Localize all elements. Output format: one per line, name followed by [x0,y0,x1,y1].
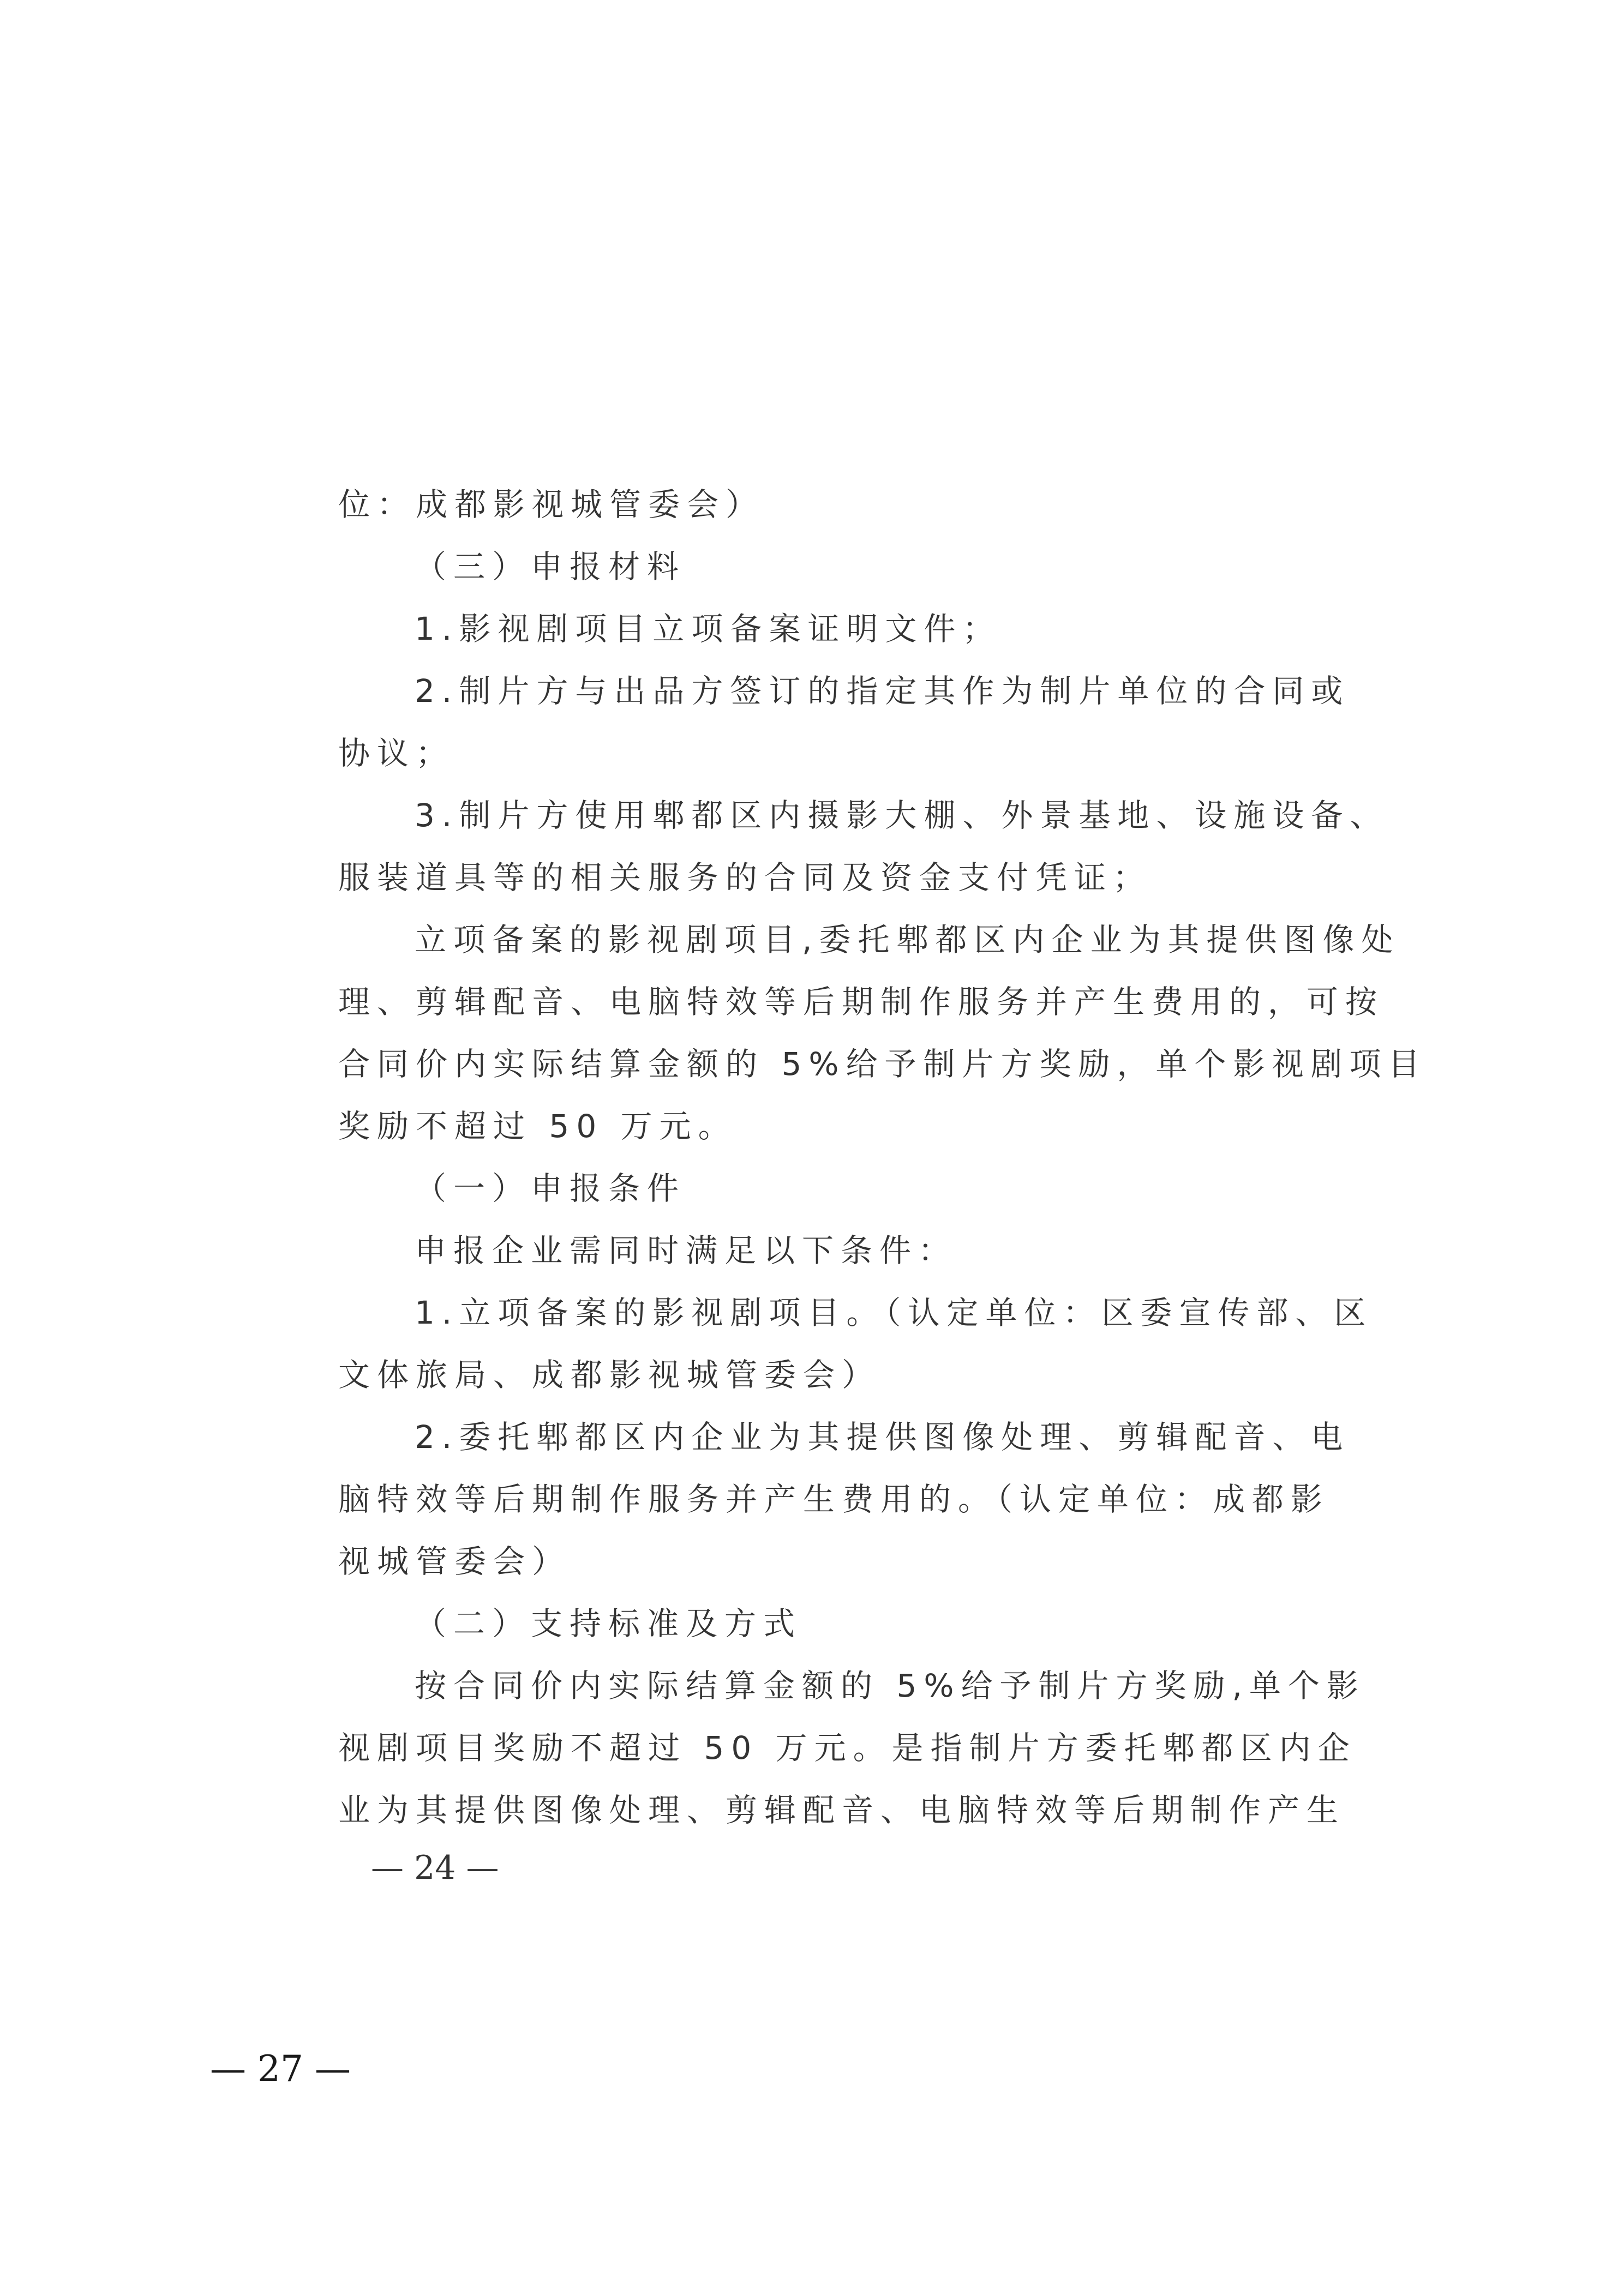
text-line: （一）申报条件 [415,1170,686,1207]
text-line: 位：成都影视城管委会） [338,486,765,523]
text-line: （三）申报材料 [415,548,686,585]
text-line: 视城管委会） [338,1543,571,1580]
text-line: 申报企业需同时满足以下条件： [415,1232,957,1269]
text-line: 3.制片方使用郫都区内摄影大棚、外景基地、设施设备、 [415,797,1389,834]
text-line: 奖励不超过 50 万元。 [338,1108,737,1145]
text-line: 脑特效等后期制作服务并产生费用的。（认定单位：成都影 [338,1481,1330,1518]
text-line: 协议； [338,735,455,772]
text-line: 视剧项目奖励不超过 50 万元。是指制片方委托郫都区内企 [338,1729,1357,1766]
text-line: 立项备案的影视剧项目,委托郫都区内企业为其提供图像处 [415,921,1400,958]
text-line: 按合同价内实际结算金额的 5%给予制片方奖励,单个影 [415,1667,1365,1704]
text-line: 2.制片方与出品方签订的指定其作为制片单位的合同或 [415,672,1350,710]
text-line: 合同价内实际结算金额的 5%给予制片方奖励，单个影视剧项目 [338,1045,1427,1083]
outer-page-number: — 27 — [210,2048,351,2090]
text-line: 理、剪辑配音、电脑特效等后期制作服务并产生费用的，可按 [338,983,1385,1020]
text-line: 服装道具等的相关服务的合同及资金支付凭证； [338,859,1152,896]
text-line: 1.影视剧项目立项备案证明文件； [415,610,1002,647]
text-line: 1.立项备案的影视剧项目。（认定单位：区委宣传部、区 [415,1294,1373,1331]
text-line: 2.委托郫都区内企业为其提供图像处理、剪辑配音、电 [415,1419,1350,1456]
inner-page-number: — 24 — [371,1849,499,1887]
text-line: 业为其提供图像处理、剪辑配音、电脑特效等后期制作产生 [338,1792,1346,1829]
body-text [338,473,1427,1841]
text-line: （二）支持标准及方式 [415,1605,802,1642]
text-line: 文体旅局、成都影视城管委会） [338,1356,881,1393]
